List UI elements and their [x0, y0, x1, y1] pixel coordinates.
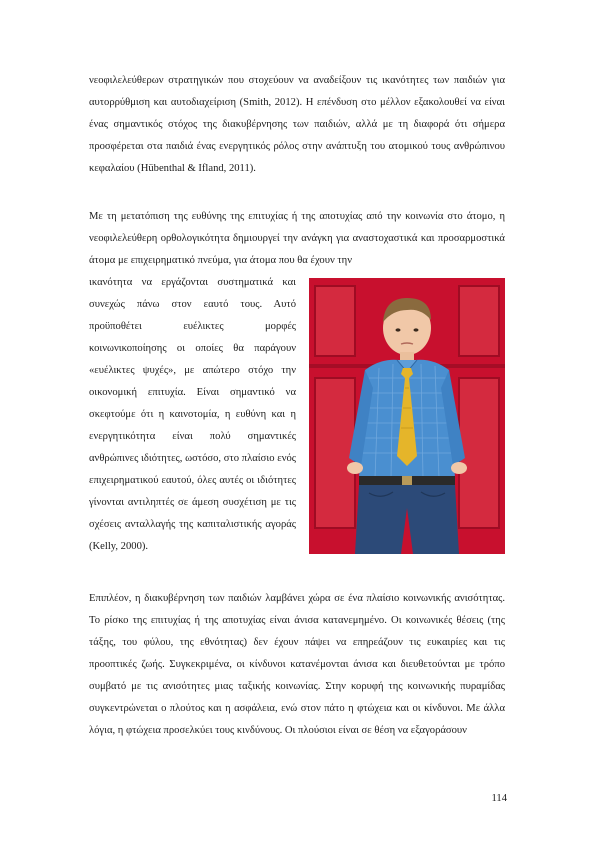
page-number: 114 [491, 793, 507, 804]
photo-illustration [309, 278, 505, 554]
paragraph-2-lead: Με τη μετατόπιση της ευθύνης της επιτυχίας ή της αποτυχίας από την κοινωνία στο άτομο, η νεοφιλελεύθερη ορθολογικότητα δημιουργεί την ανάγκη για αναστοχαστικά και προσαρμοστικά άτομα με επιχειρηματικό πνεύμα, για άτομα που θα έχουν την [89, 211, 505, 266]
boy-in-front-of-red-door-photo [309, 278, 505, 554]
paragraph-1: νεοφιλελεύθερων στρατηγικών που στοχεύουν να αναδείξουν τις ικανότητες των παιδιών για αυτορρύθμιση και αυτοδιαχείριση (Smith, 2012). Η επένδυση στο μέλλον εξακολουθεί να είναι ένας σημαντικός στόχος της διακυβέρνησης των παιδιών, αλλά με τη διαφορά ότι σήμερα προσφέρεται στα παιδιά ένας ενεργητικός ρόλος στην ανάπτυξη του ατομικού τους ανθρώπινου κεφαλαίου (Hübenthal & Ifland, 2011). [89, 75, 505, 174]
paragraph-2-wrapped: ικανότητα να εργάζονται συστηματικά και συνεχώς πάνω στον εαυτό τους. Αυτό προϋποθέτει ευέλικτες μορφές κοινωνικοποίησης οι οποίες θα παράγουν «ευέλικτες ψυχές», με απώτερο στόχο την οικονομική επιτυχία. Είναι σημαντικό να σκεφτούμε ότι η καινοτομία, η ευθύνη και η ενεργητικότητα είναι πολύ σημαντικές ανθρώπινες ιδιότητες, ωστόσο, στο πλαίσιο ενός επιχειρηματικού εαυτού, όλες αυτές οι ιδιότητες γίνονται αντιληπτές σε άμεση συσχέτιση με τις σχέσεις ανταλλαγής της καπιταλιστικής αγοράς (Kelly, 2000). [89, 277, 296, 552]
paragraph-3: Επιπλέον, η διακυβέρνηση των παιδιών λαμβάνει χώρα σε ένα πλαίσιο κοινωνικής ανισότητας. Το ρίσκο της επιτυχίας ή της αποτυχίας είναι άνισα κατανεμημένο. Οι κοινωνικές θέσεις (της τάξης, του φύλου, της εθνότητας) δεν έχουν πάψει να επηρεάζουν τις ευκαιρίες και τις προοπτικές ζωής. Συγκεκριμένα, οι κίνδυνοι κατανέμονται άνισα και διευθετούνται με τρόπο συμβατό με τις ανισότητες μιας ταξικής κοινωνίας. Στην κορυφή της κοινωνικής πυραμίδας συγκεντρώνεται ο πλούτος και η ασφάλεια, ενώ στον πάτο η φτώχεια και οι κίνδυνοι. Με άλλα λόγια, η φτώχεια προσελκύει τους κινδύνους. Οι πλούσιοι είναι σε θέση να εξαγοράσουν [89, 593, 505, 736]
